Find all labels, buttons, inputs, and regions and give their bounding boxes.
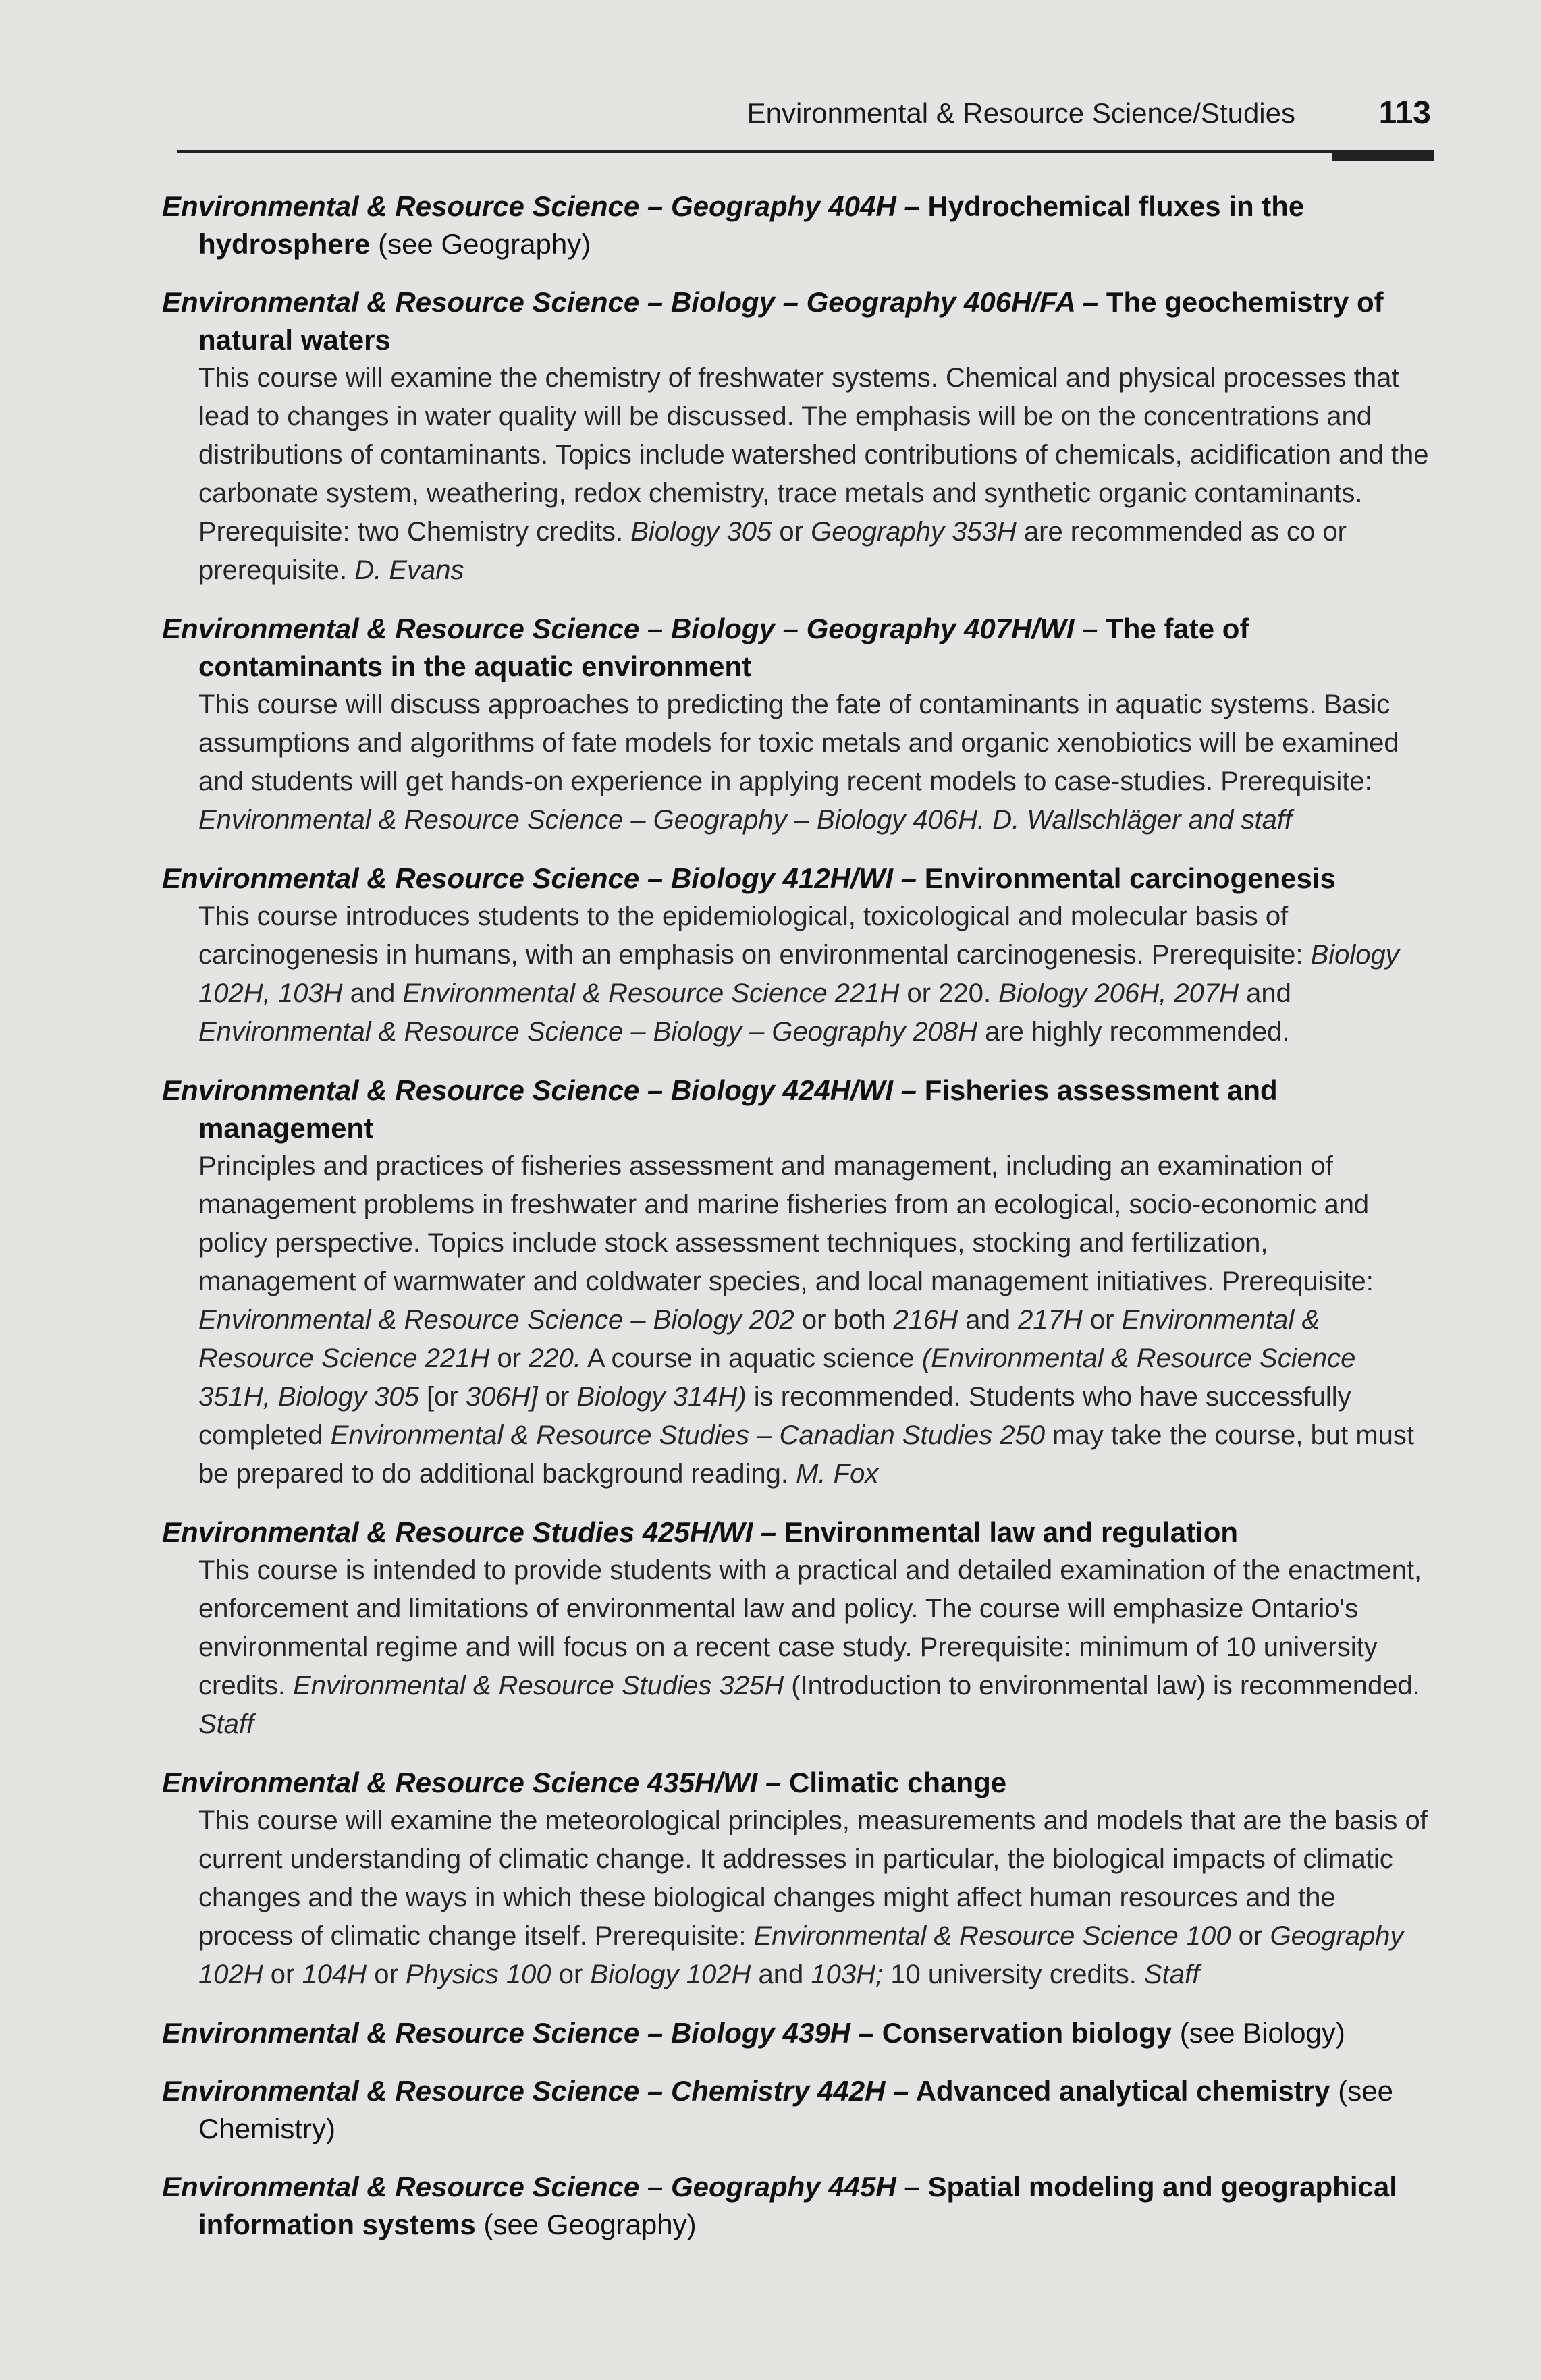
course-title: Environmental & Resource Science – Biology 439H – Conservation biology (see Biology) (162, 2017, 1345, 2049)
course-entry-435h (162, 1764, 1431, 1994)
course-entry-412h (162, 860, 1431, 1051)
course-title: Environmental & Resource Science – Biology 412H/WI – Environmental carcinogenesis (162, 862, 1336, 894)
course-description: This course will examine the meteorological principles, measurements and models that are the basis of current understanding of climatic change. It addresses in particular, the biological impacts of climatic changes and the ways in which these biological changes might affect human resources and the process of climatic change itself. Prerequisite: Environmental & Resource Science 100 or Geography 102H or 104H or Physics 100 or Biology 102H and 103H; 10 university credits. Staff (198, 1806, 1428, 1989)
course-description: This course introduces students to the epidemiological, toxicological and molecular basis of carcinogenesis in humans, with an emphasis on environmental carcinogenesis. Prerequisite: Biology 102H, 103H and Environmental & Resource Science 221H or 220. Biology 206H, 207H and Environmental & Resource Science – Biology – Geography 208H are highly recommended. (198, 902, 1399, 1047)
course-title: Environmental & Resource Science – Geography 404H – Hydrochemical fluxes in the hydrosphere (see Geography) (162, 190, 1305, 260)
page-number: 113 (1378, 95, 1431, 131)
course-title: Environmental & Resource Science – Chemistry 442H – Advanced analytical chemistry (see Chemistry) (162, 2075, 1393, 2144)
course-entry-404h (162, 188, 1431, 263)
course-title: Environmental & Resource Studies 425H/WI – Environmental law and regulation (162, 1516, 1239, 1548)
course-entry-406h (162, 283, 1431, 590)
course-description: This course will discuss approaches to predicting the fate of contaminants in aquatic systems. Basic assumptions and algorithms of fate models for toxic metals and organic xenobiotics will be examined and students will get hands-on experience in applying recent models to case-studies. Prerequisite: Environmental & Resource Science – Geography – Biology 406H. D. Wallschläger and staff (198, 690, 1399, 835)
course-description: Principles and practices of fisheries assessment and management, including an examination of management problems in freshwater and marine fisheries from an ecological, socio-economic and policy perspective. Topics include stock assessment techniques, stocking and fertilization, management of warmwater and coldwater species, and local management initiatives. Prerequisite: Environmental & Resource Science – Biology 202 or both 216H and 217H or Environmental & Resource Science 221H or 220. A course in aquatic science (Environmental & Resource Science 351H, Biology 305 [or 306H] or Biology 314H) is recommended. Students who have successfully completed Environmental & Resource Studies – Canadian Studies 250 may take the course, but must be prepared to do additional background reading. M. Fox (198, 1151, 1415, 1489)
page-header (177, 88, 1434, 153)
course-description: This course will examine the chemistry of freshwater systems. Chemical and physical processes that lead to changes in water quality will be discussed. The emphasis will be on the concentrations and distributions of contaminants. Topics include watershed contributions of chemicals, acidification and the carbonate system, weathering, redox chemistry, trace metals and synthetic organic contaminants. Prerequisite: two Chemistry credits. Biology 305 or Geography 353H are recommended as co or prerequisite. D. Evans (198, 363, 1429, 585)
course-entry-442h (162, 2072, 1431, 2148)
course-entry-445h (162, 2168, 1431, 2244)
course-entry-424h (162, 1072, 1431, 1493)
course-list (162, 188, 1431, 2264)
course-description: This course is intended to provide students with a practical and detailed examination of the enactment, enforcement and limitations of environmental law and policy. The course will emphasize Ontario's environmental regime and will focus on a recent case study. Prerequisite: minimum of 10 university credits. Environmental & Resource Studies 325H (Introduction to environmental law) is recommended. Staff (198, 1555, 1422, 1739)
course-title: Environmental & Resource Science – Biology 424H/WI – Fisheries assessment and management (162, 1074, 1278, 1144)
course-title: Environmental & Resource Science – Biology – Geography 407H/WI – The fate of contaminants in the aquatic environment (162, 613, 1249, 682)
course-entry-425h (162, 1514, 1431, 1744)
course-entry-407h (162, 610, 1431, 839)
thumb-tab (1332, 150, 1434, 161)
course-title: Environmental & Resource Science – Geography 445H – Spatial modeling and geographical information systems (see Geography) (162, 2171, 1397, 2240)
running-title: Environmental & Resource Science/Studies (747, 97, 1295, 129)
course-title: Environmental & Resource Science – Biology – Geography 406H/FA – The geochemistry of natural waters (162, 286, 1384, 356)
course-title: Environmental & Resource Science 435H/WI – Climatic change (162, 1767, 1007, 1798)
course-entry-439h (162, 2014, 1431, 2052)
